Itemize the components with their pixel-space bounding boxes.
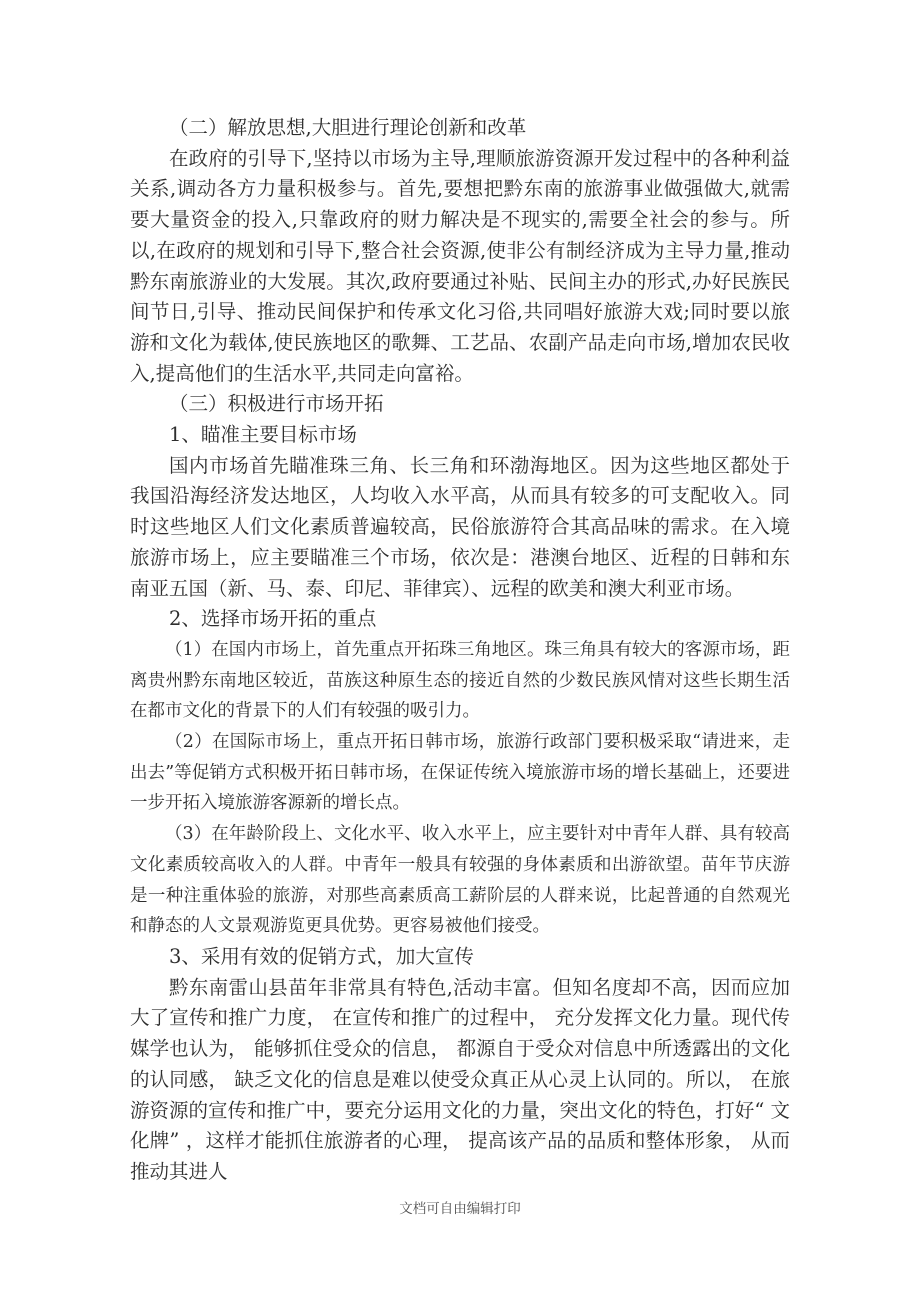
body-paragraph-point-1: （1）在国内市场上，首先重点开拓珠三角地区。珠三角具有较大的客源市场，距离贵州黔东南地区较近，苗族这种原生态的接近自然的少数民族风情对这些长期生活在都市文化的背景下的人们有较强的吸引力。: [130, 639, 790, 722]
subheading-2-market-focus: 2、选择市场开拓的重点: [169, 607, 377, 631]
body-paragraph-point-3: （3）在年龄阶段上、文化水平、收入水平上，应主要针对中青年人群、具有较高文化素质较高收入的人群。中青年一般具有较强的身体素质和出游欲望。苗年节庆游是一种注重体验的旅游，对那些高素质高工薪阶层的人群来说，比起普通的自然观光和静态的人文景观游览更具优势。更容易被他们接受。: [130, 824, 790, 937]
body-paragraph-promotion: 黔东南雷山县苗年非常具有特色,活动丰富。但知名度却不高，因而应加大了宣传和推广力度， 在宣传和推广的过程中， 充分发挥文化力量。现代传媒学也认为， 能够抓住受众的信息， 都源自于受众对信息中所透露出的文化的认同感， 缺乏文化的信息是难以使受众真正从心灵上认同的。所以， 在旅游资源的宣传和推广中，要充分运用文化的力量，突出文化的特色，打好“ 文化牌” ，这样才能抓住旅游者的心理， 提高该产品的品质和整体形象， 从而推动其进人: [130, 975, 790, 1183]
body-paragraph-government-guidance: 在政府的引导下,坚持以市场为主导,理顺旅游资源开发过程中的各种利益关系,调动各方力量积极参与。首先,要想把黔东南的旅游事业做强做大,就需要大量资金的投入,只靠政府的财力解决是不现实的,需要全社会的参与。所以,在政府的规划和引导下,整合社会资源,使非公有制经济成为主导力量,推动黔东南旅游业的大发展。其次,政府要通过补贴、民间主办的形式,办好民族民间节日,引导、推动民间保护和传承文化习俗,共同唱好旅游大戏;同时要以旅游和文化为载体,使民族地区的歌舞、工艺品、农副产品走向市场,增加农民收入,提高他们的生活水平,共同走向富裕。: [130, 146, 790, 385]
section-heading-3: （三）积极进行市场开拓: [169, 392, 384, 416]
subheading-3-promotion: 3、采用有效的促销方式，加大宣传: [169, 944, 474, 968]
body-paragraph-domestic-markets: 国内市场首先瞄准珠三角、长三角和环渤海地区。因为这些地区都处于我国沿海经济发达地区，人均收入水平高，从而具有较多的可支配收入。同时这些地区人们文化素质普遍较高，民俗旅游符合其高品味的需求。在入境旅游市场上，应主要瞄准三个市场，依次是：港澳台地区、近程的日韩和东南亚五国（新、马、泰、印尼、菲律宾）、远程的欧美和澳大利亚市场。: [130, 453, 790, 600]
subheading-1-target-markets: 1、瞄准主要目标市场: [169, 423, 357, 447]
document-body: [130, 113, 790, 1188]
body-paragraph-point-2: （2）在国际市场上，重点开拓日韩市场，旅游行政部门要积极采取“请进来，走出去”等促销方式积极开拓日韩市场，在保证传统入境旅游市场的增长基础上，还要进一步开拓入境旅游客源新的增长点。: [130, 732, 790, 814]
section-heading-2: （二）解放思想,大胆进行理论创新和改革: [169, 116, 527, 139]
footer-note: 文档可自由编辑打印: [399, 1201, 521, 1217]
